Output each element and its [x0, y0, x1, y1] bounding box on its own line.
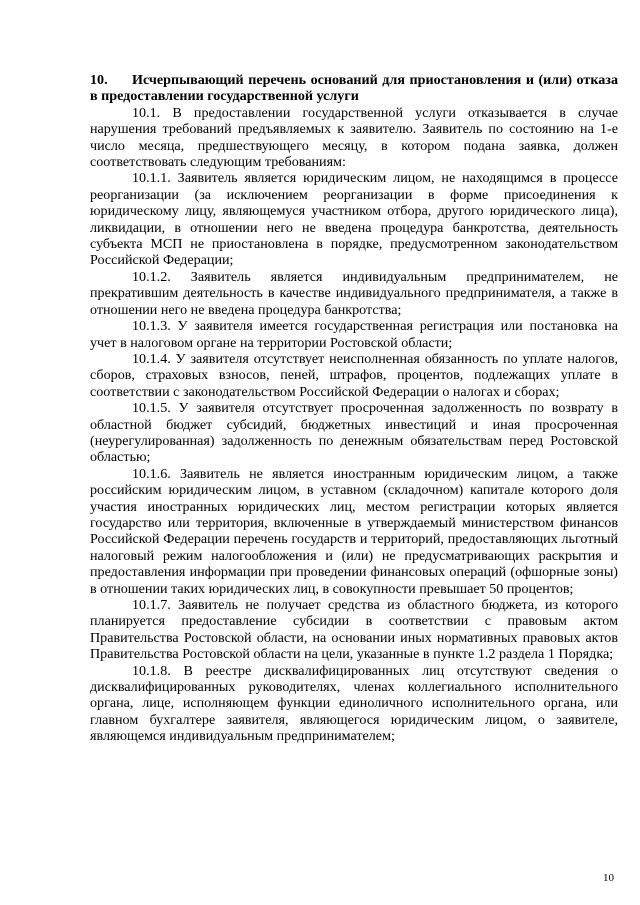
paragraph-10-1-6: 10.1.6. Заявитель не является иностранным юридическим лицом, а также российским юридическим лицом, в уставном (складочном) капитале которого доля участия иностранных юридических лиц, местом регистрации которых является государство или территория, включенные в утверждаемый министерством финансов Российской Федерации перечень государств и территорий, предоставляющих льготный налоговый режим налогообложения и (или) не предусматривающих раскрытия и предоставления информации при проведении финансовых операций (офшорные зоны) в отношении таких юридических лиц, в совокупности превышает 50 процентов; — [90, 465, 618, 597]
paragraph-10-1-3: 10.1.3. У заявителя имеется государственная регистрация или постановка на учет в налоговом органе на территории Ростовской области; — [90, 318, 618, 351]
paragraph-10-1-1: 10.1.1. Заявитель является юридическим лицом, не находящимся в процессе реорганизации (за исключением реорганизации в форме присоединения к юридическому лицу, являющемуся участником отбора, другого юридического лица), ликвидации, в отношении него не введена процедура банкротства, деятельность субъекта МСП не приостановлена в порядке, предусмотренном законодательством Российской Федерации; — [90, 170, 618, 269]
paragraph-10-1-8: 10.1.8. В реестре дисквалифицированных лиц отсутствуют сведения о дисквалифицированных руководителях, членах коллегиального исполнительного органа, лице, исполняющем функции единоличного исполнительного органа, или главном бухгалтере заявителя, являющегося юридическим лицом, о заявителе, являющемся индивидуальным предпринимателем; — [90, 662, 618, 745]
paragraph-10-1-5: 10.1.5. У заявителя отсутствует просроченная задолженность по возврату в областной бюджет субсидий, бюджетных инвестиций и иная просроченная (неурегулированная) задолженность по денежным обязательствам перед Ростовской областью; — [90, 400, 618, 466]
paragraph-10-1-2: 10.1.2. Заявитель является индивидуальным предпринимателем, не прекратившим деятельность в качестве индивидуального предпринимателя, а также в отношении него не введена процедура банкротства; — [90, 268, 618, 318]
paragraph-10-1-7: 10.1.7. Заявитель не получает средства из областного бюджета, из которого планируется предоставление субсидии в соответствии с правовым актом Правительства Ростовской области, на основании иных нормативных правовых актов Правительства Ростовской области на цели, указанные в пункте 1.2 раздела 1 Порядка; — [90, 597, 618, 663]
page-number: 10 — [603, 872, 614, 884]
paragraph-10-1: 10.1. В предоставлении государственной услуги отказывается в случае нарушения требований предъявляемых к заявителю. Заявитель по состоянию на 1-е число месяца, предшествующего месяцу, в котором подана заявка, должен соответствовать следующим требованиям: — [90, 104, 618, 171]
paragraph-10-1-4: 10.1.4. У заявителя отсутствует неисполненная обязанность по уплате налогов, сборов, страховых взносов, пеней, штрафов, процентов, подлежащих уплате в соответствии с законодательством Российской Федерации о налогах и сборах; — [90, 350, 618, 400]
section-heading — [90, 72, 618, 105]
document-page — [90, 72, 618, 745]
section-title: Исчерпывающий перечень оснований для приостановления и (или) отказа в предоставлении государственной услуги — [90, 72, 618, 105]
section-number: 10. — [90, 72, 108, 88]
